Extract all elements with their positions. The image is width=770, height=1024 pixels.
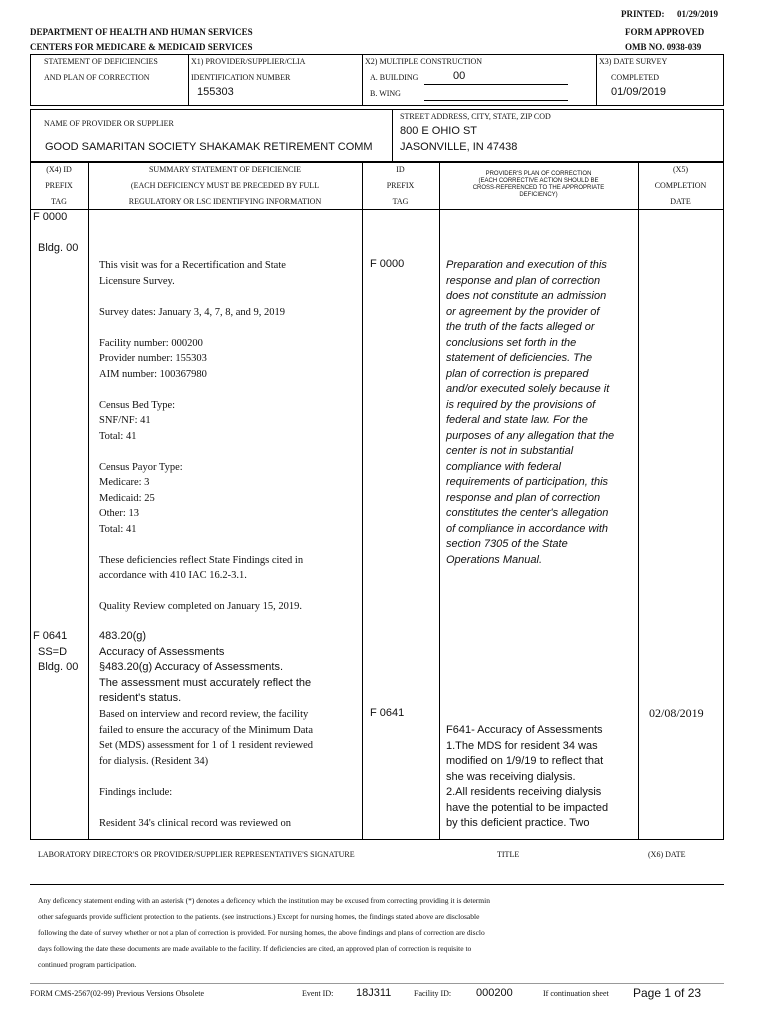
provider-id-value: 155303 (197, 86, 234, 98)
x1-label-1: X1) PROVIDER/SUPPLIER/CLIA (191, 57, 306, 66)
statement-label-2: AND PLAN OF CORRECTION (44, 73, 150, 82)
x4-header-1: (X4) ID (46, 165, 72, 174)
row2-severity: SS=D (38, 645, 68, 658)
x5-header-2: COMPLETION (654, 181, 707, 190)
building-value: 00 (453, 70, 466, 82)
summary-header-3: REGULATORY OR LSC IDENTIFYING INFORMATION (128, 197, 322, 206)
row2-regulation: 483.20(g) Accuracy of Assessments §483.20(g) Accuracy of Assessments. The assessment must accurately reflect the resident's status. (99, 630, 312, 704)
id-header-1: ID (396, 165, 405, 174)
row2-plan: F641- Accuracy of Assessments 1.The MDS for resident 34 was modified on 1/9/19 to reflect that she was receiving dialysis. 2.All residents receiving dialysis have the potential to be impacted by this deficient practice. Two (446, 724, 609, 829)
row1-plan: Preparation and execution of this response and plan of correction does not constitute an admission or agreement by the provider of the truth of the facts alleged or conclusions set forth in the statement of deficiencies. The plan of correction is prepared and/or executed solely because it is required by the provisions of federal and state law. For the purposes of any allegation that the center is not in substantial compliance with federal requirements of participation, this response and plan of correction constitutes the center's allegation of compliance in accordance with section 7305 of the State Operations Manual. (446, 259, 615, 566)
event-id-label: Event ID: (302, 989, 334, 998)
x4-header-3: TAG (51, 197, 67, 206)
event-id-value: 18J311 (356, 987, 392, 999)
address-line-1: 800 E OHIO ST (400, 125, 478, 137)
form-approved: FORM APPROVED (625, 27, 705, 37)
x2-label: X2) MULTIPLE CONSTRUCTION (365, 57, 483, 66)
row2-building: Bldg. 00 (38, 661, 79, 673)
dept-line-1: DEPARTMENT OF HEALTH AND HUMAN SERVICES (30, 27, 253, 37)
row1-building: Bldg. 00 (38, 242, 79, 254)
address-label: STREET ADDRESS, CITY, STATE, ZIP COD (400, 112, 551, 121)
x5-header-3: DATE (670, 197, 691, 206)
provider-name-value: GOOD SAMARITAN SOCIETY SHAKAMAK RETIREMENT COMM (45, 141, 373, 153)
facility-id-value: 000200 (476, 987, 513, 999)
printed-label: PRINTED: (621, 9, 665, 19)
x3-label-2: COMPLETED (611, 73, 659, 82)
x4-header-2: PREFIX (45, 181, 73, 190)
plan-header-3: CROSS-REFERENCED TO THE APPROPRIATE (472, 185, 605, 191)
page-number: Page 1 of 23 (633, 986, 702, 1000)
summary-header-2: (EACH DEFICIENCY MUST BE PRECEDED BY FULL (130, 181, 320, 190)
continuation-label: If continuation sheet (543, 989, 609, 998)
row2-completion-date: 02/08/2019 (649, 706, 704, 720)
row1-tag: F 0000 (33, 211, 68, 223)
statement-label-1: STATEMENT OF DEFICIENCIES (44, 57, 158, 66)
plan-header-4: DEFICIENCY) (519, 192, 558, 198)
dept-line-2: CENTERS FOR MEDICARE & MEDICAID SERVICES (30, 42, 253, 52)
row1-summary: This visit was for a Recertification and State Licensure Survey. Survey dates: January 3, 4, 7, 8, and 9, 2019 Facility number: 000200 Provider number: 155303 AIM number: 100367980 Census Bed Type: SNF/NF: 41 Total: 41 Census Payor Type: Medicare: 3 Medicaid: 25 Other: 13 Total: 41 These deficiencies reflect State Findings cited in accordance with 410 IAC 16.2-3.1. Quality Review completed on January 15, 2019. (99, 260, 304, 612)
id-header-3: TAG (392, 197, 409, 206)
survey-date-value: 01/09/2019 (611, 86, 667, 98)
signature-label: LABORATORY DIRECTOR'S OR PROVIDER/SUPPLIER REPRESENTATIVE'S SIGNATURE (38, 850, 355, 859)
x1-label-2: IDENTIFICATION NUMBER (191, 73, 291, 82)
building-label: A. BUILDING (370, 73, 419, 82)
date-label: (X6) DATE (648, 850, 686, 859)
printed-date: 01/29/2019 (677, 9, 719, 19)
row2-tag: F 0641 (33, 630, 68, 642)
omb-number: OMB NO. 0938-039 (625, 42, 702, 52)
x5-header-1: (X5) (672, 165, 689, 174)
row2-tag-block (33, 629, 78, 676)
disclaimer-text: Any deficency statement ending with an asterisk (*) denotes a deficency which the institution may be excused from correcting providing it is determin other safeguards provide sufficient protection to the patients. (see instructions.) Except for nursing homes, the findings stated above are disclosable following the date of survey whether or not a plan of correction is provided. For nursing homes, the above findings and plans of correction are disclo days following the date these documents are made available to the facility. If deficiencies are cited, an approved plan of correction is requisite to continued program participation. (38, 896, 490, 969)
row2-id-tag: F 0641 (370, 707, 405, 719)
summary-header-1: SUMMARY STATEMENT OF DEFICIENCIE (148, 165, 302, 174)
address-line-2: JASONVILLE, IN 47438 (400, 141, 518, 153)
x3-label-1: X3) DATE SURVEY (599, 57, 668, 66)
row1-id-tag: F 0000 (370, 258, 405, 270)
plan-header (439, 171, 638, 199)
form-number: FORM CMS-2567(02-99) Previous Versions Obsolete (30, 989, 205, 998)
plan-header-2: (EACH CORRECTIVE ACTION SHOULD BE (478, 178, 599, 184)
plan-header-1: PROVIDER'S PLAN OF CORRECTION (485, 171, 592, 177)
facility-id-label: Facility ID: (414, 989, 452, 998)
id-header-2: PREFIX (386, 181, 415, 190)
title-label: TITLE (497, 850, 520, 859)
wing-label: B. WING (370, 89, 401, 98)
row2-summary: Based on interview and record review, the facility failed to ensure the accuracy of the Minimum Data Set (MDS) assessment for 1 of 1 resident reviewed for dialysis. (Resident 34) Findings include: Resident 34's clinical record was reviewed on (99, 709, 314, 829)
provider-name-label: NAME OF PROVIDER OR SUPPLIER (44, 119, 174, 128)
